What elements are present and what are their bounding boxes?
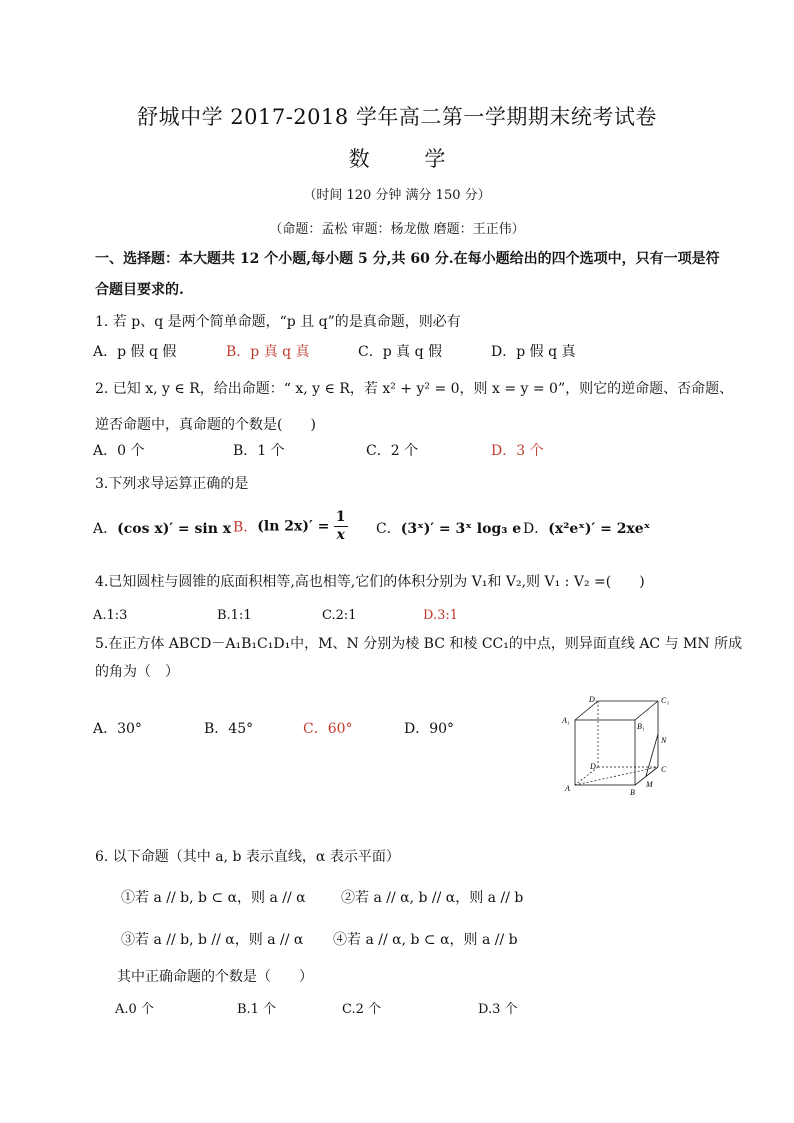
q6-option-b: B.1 个 — [237, 1002, 277, 1017]
q1-stem: 1. 若 p、q 是两个简单命题，“p 且 q”的是真命题，则必有 — [95, 314, 461, 330]
time-info: （时间 120 分钟 满分 150 分） — [303, 188, 491, 203]
q3-stem: 3.下列求导运算正确的是 — [95, 476, 249, 492]
q6-stem: 6. 以下命题（其中 a, b 表示直线，α 表示平面） — [95, 849, 400, 865]
q5-stem-line1: 5.在正方体 ABCD－A₁B₁C₁D₁中，M、N 分别为棱 BC 和棱 CC₁的中点，则异面直线 AC 与 MN 所成 — [95, 636, 743, 652]
q5-option-d: D．90° — [404, 721, 455, 737]
q3-option-d-formula: (x²eˣ)′ = 2xeˣ — [548, 521, 651, 537]
q6-option-a: A.0 个 — [115, 1002, 154, 1017]
q3-option-b-formula: (ln 2x)′ = — [257, 518, 330, 535]
subject-title: 数 学 — [348, 147, 446, 171]
cube-figure — [560, 692, 678, 800]
label-a: A — [565, 784, 570, 793]
q6-option-d: D.3 个 — [478, 1002, 518, 1017]
q4-stem: 4.已知圆柱与圆锥的底面积相等,高也相等,它们的体积分别为 V₁和 V₂,则 V₁ : V₂ =( ) — [95, 574, 645, 590]
q5-option-b: B．45° — [204, 721, 254, 737]
edge-c1b1 — [635, 701, 658, 720]
label-n: N — [661, 736, 667, 745]
q3-option-c-label: C． — [376, 521, 401, 537]
q6-prop-2: ②若 a // α, b // α，则 a // b — [341, 890, 524, 906]
label-d1: D₁ — [589, 695, 598, 704]
section-heading-line2: 合题目要求的. — [95, 282, 184, 298]
q3-option-b-fraction — [334, 509, 348, 544]
q2-stem-line2: 逆否命题中，真命题的个数是( ) — [95, 417, 316, 433]
q3-option-d-label: D． — [523, 521, 549, 537]
q2-option-b: B．1 个 — [233, 443, 285, 459]
q3-option-a — [93, 518, 231, 538]
q3-option-d — [523, 518, 650, 538]
q6-prop-4: ④若 a // α, b ⊂ α，则 a // b — [333, 932, 518, 948]
label-c: C — [661, 765, 667, 774]
author-info: （命题：孟松 审题：杨龙傲 磨题：王正伟） — [269, 222, 525, 237]
q6-prop-1: ①若 a // b, b ⊂ α，则 a // α — [121, 890, 306, 906]
q2-stem-line1: 2. 已知 x, y ∈ R，给出命题：“ x, y ∈ R，若 x² + y² = 0，则 x = y = 0”，则它的逆命题、否命题、 — [95, 381, 734, 397]
q3-option-c — [376, 518, 521, 538]
q5-option-a: A．30° — [93, 721, 142, 737]
label-a1: A₁ — [562, 716, 570, 725]
q6-option-c: C.2 个 — [342, 1002, 382, 1017]
label-d: D — [590, 762, 596, 771]
q3-option-a-formula: (cos x)′ = sin x — [117, 521, 232, 537]
label-b: B — [630, 788, 635, 797]
q4-option-a: A.1:3 — [93, 608, 128, 623]
q1-option-c: C．p 真 q 假 — [358, 344, 442, 360]
q4-option-d: D.3:1 — [423, 608, 459, 623]
q5-option-c: C．60° — [303, 721, 353, 737]
q6-question: 其中正确命题的个数是（ ） — [117, 969, 313, 985]
q2-option-c: C．2 个 — [366, 443, 419, 459]
q5-stem-line2: 的角为（ ） — [95, 664, 179, 680]
q1-option-a: A．p 假 q 假 — [93, 344, 177, 360]
section-heading-line1: 一、选择题：本大题共 12 个小题,每小题 5 分,共 60 分.在每小题给出的四个选项中，只有一项是符 — [95, 251, 720, 267]
q1-option-d: D．p 假 q 真 — [491, 344, 576, 360]
q3-option-b-denominator: x — [336, 527, 345, 543]
label-c1: C₁ — [661, 696, 670, 705]
q3-option-c-formula: (3ˣ)′ = 3ˣ log₃ e — [400, 521, 522, 537]
segment-mn — [646, 734, 658, 776]
label-m: M — [646, 780, 653, 789]
q2-option-a: A．0 个 — [93, 443, 145, 459]
q2-option-d: D．3 个 — [491, 443, 544, 459]
q3-option-a-label: A． — [93, 521, 118, 537]
q6-prop-3: ③若 a // b, b // α，则 a // α — [121, 932, 304, 948]
q4-option-c: C.2:1 — [322, 608, 357, 623]
q4-option-b: B.1:1 — [217, 608, 252, 623]
exam-title: 舒城中学 2017-2018 学年高二第一学期期末统考试卷 — [137, 105, 657, 129]
q1-option-b: B．p 真 q 真 — [226, 344, 310, 360]
q3-option-b-numerator: 1 — [335, 509, 346, 525]
front-face — [575, 720, 635, 785]
q3-option-b-label: B． — [233, 519, 258, 536]
label-b1: B₁ — [637, 722, 645, 731]
q3-option-b — [233, 509, 348, 544]
